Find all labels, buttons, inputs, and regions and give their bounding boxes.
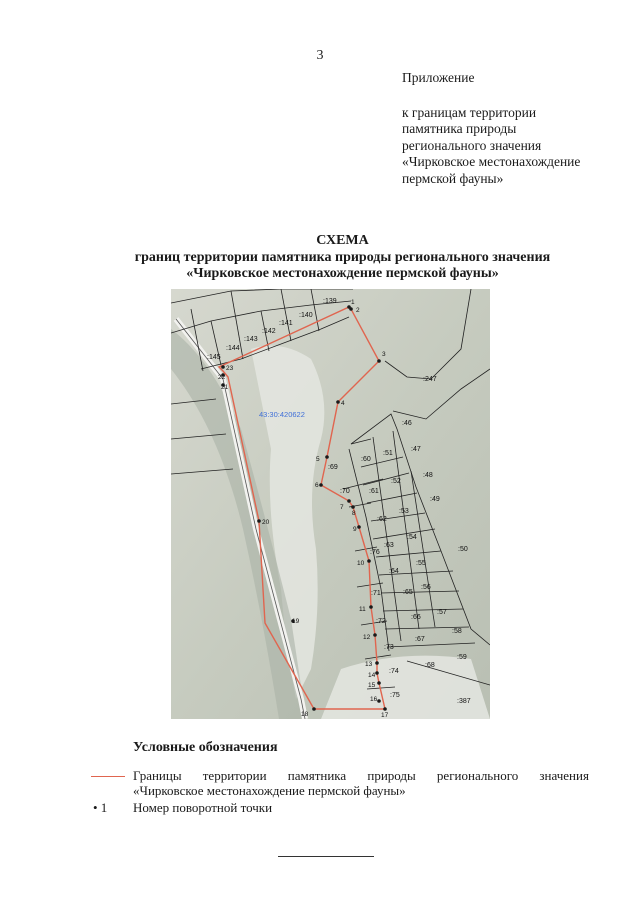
legend-word: памятника xyxy=(287,768,347,783)
scheme-title xyxy=(0,233,640,283)
parcel-label: :59 xyxy=(457,654,467,661)
point-number: 4 xyxy=(341,400,345,407)
point-number: 17 xyxy=(381,712,389,719)
turning-point xyxy=(357,525,361,529)
point-number: 22 xyxy=(218,374,226,381)
parcel-label: :74 xyxy=(389,668,399,675)
point-number: 11 xyxy=(359,606,366,613)
parcel-label: :140 xyxy=(299,312,313,319)
point-number: 21 xyxy=(221,384,229,391)
point-number: 2 xyxy=(356,307,360,314)
parcel-label: :145 xyxy=(207,354,221,361)
turning-point xyxy=(367,559,371,563)
title-line-1: СХЕМА xyxy=(316,233,369,248)
parcel-label: :76 xyxy=(370,549,380,556)
point-number: 23 xyxy=(226,365,234,372)
turning-point xyxy=(375,671,379,675)
parcel-label: :63 xyxy=(384,542,394,549)
parcel-label: :73 xyxy=(384,644,394,651)
parcel-label: :75 xyxy=(390,692,400,699)
point-number: 9 xyxy=(353,526,357,533)
point-number: 20 xyxy=(262,519,270,526)
parcel-label: :68 xyxy=(425,662,435,669)
footer-rule xyxy=(278,856,374,857)
page-number: 3 xyxy=(316,48,324,63)
parcel-label: :387 xyxy=(457,698,471,705)
point-number: 8 xyxy=(352,510,356,517)
parcel-label: :70 xyxy=(340,488,350,495)
parcel-label: :141 xyxy=(279,320,293,327)
turning-point xyxy=(377,699,381,703)
legend-boundary-description xyxy=(133,768,589,798)
turning-point xyxy=(347,499,351,503)
title-line-3: «Чирковское местонахождение пермской фауны» xyxy=(186,266,499,281)
point-number: 18 xyxy=(301,711,309,718)
parcel-label: :48 xyxy=(423,472,433,479)
parcel-label: :67 xyxy=(415,636,425,643)
appendix-block xyxy=(402,70,580,187)
parcel-label: :58 xyxy=(452,628,462,635)
parcel-label: :144 xyxy=(226,345,240,352)
scheme-map xyxy=(171,289,490,719)
point-number: 10 xyxy=(357,560,365,567)
turning-point xyxy=(377,681,381,685)
appendix-line: пермской фауны» xyxy=(402,170,504,186)
turning-point xyxy=(336,400,340,404)
point-number: 15 xyxy=(368,682,376,689)
appendix-line: памятника природы xyxy=(402,121,517,136)
legend-word: природы xyxy=(367,768,416,783)
legend-boundary-line xyxy=(91,776,125,777)
parcel-label: :53 xyxy=(399,508,409,515)
point-number: 6 xyxy=(315,482,319,489)
turning-point xyxy=(221,365,225,369)
cadastral-number: 43:30:420622 xyxy=(259,410,305,419)
parcel-label: :50 xyxy=(458,546,468,553)
legend-word: Границы xyxy=(133,768,182,783)
parcel-label: :139 xyxy=(323,298,337,305)
legend-word: регионального xyxy=(436,768,519,783)
point-number: 1 xyxy=(351,299,355,306)
parcel-label: :60 xyxy=(361,456,371,463)
map-svg xyxy=(171,289,490,719)
parcel-label: :55 xyxy=(416,560,426,567)
appendix-line: к границам территории xyxy=(402,104,537,120)
turning-point xyxy=(351,505,355,509)
parcel-label: :143 xyxy=(244,336,258,343)
parcel-label: :72 xyxy=(376,618,386,625)
point-number: 5 xyxy=(316,456,320,463)
legend-boundary-line2: «Чирковское местонахождение пермской фауны» xyxy=(133,783,406,798)
parcel-label: :71 xyxy=(371,590,381,597)
title-line-2: границ территории памятника природы регионального значения xyxy=(134,249,551,265)
parcel-label: :52 xyxy=(391,478,401,485)
legend-point-description: Номер поворотной точки xyxy=(133,800,273,815)
point-number: 13 xyxy=(365,661,373,668)
legend-title: Условные обозначения xyxy=(133,740,278,755)
point-number: 7 xyxy=(340,504,344,511)
parcel-label: :51 xyxy=(383,450,393,457)
appendix-line: регионального значения xyxy=(402,137,542,153)
parcel-label: :47 xyxy=(411,446,421,453)
turning-point xyxy=(377,359,381,363)
turning-point xyxy=(319,483,323,487)
parcel-label: :46 xyxy=(402,420,412,427)
turning-point xyxy=(373,633,377,637)
parcel-label: :61 xyxy=(369,488,379,495)
legend-point-marker: • 1 xyxy=(93,800,108,815)
turning-point xyxy=(349,307,353,311)
turning-point xyxy=(375,661,379,665)
parcel-label: :65 xyxy=(403,589,413,596)
point-number: 12 xyxy=(363,634,371,641)
turning-point xyxy=(369,605,373,609)
point-number: 19 xyxy=(292,618,300,625)
parcel-label: :247 xyxy=(423,376,437,383)
appendix-heading: Приложение xyxy=(402,70,475,85)
point-number: 3 xyxy=(382,351,386,358)
parcel-label: :69 xyxy=(328,464,338,471)
point-number: 16 xyxy=(370,696,378,703)
parcel-label: :142 xyxy=(262,328,276,335)
parcel-label: :57 xyxy=(437,609,447,616)
legend-word: территории xyxy=(202,768,267,783)
turning-point xyxy=(312,707,316,711)
parcel-label: :64 xyxy=(389,568,399,575)
parcel-label: :49 xyxy=(430,496,440,503)
turning-point xyxy=(383,707,387,711)
appendix-line: «Чирковское местонахождение xyxy=(402,154,581,169)
turning-point xyxy=(257,519,261,523)
legend-word: значения xyxy=(539,768,589,783)
parcel-label: :66 xyxy=(411,614,421,621)
parcel-label: :56 xyxy=(421,584,431,591)
parcel-label: :54 xyxy=(407,534,417,541)
turning-point xyxy=(325,455,329,459)
parcel-label: :62 xyxy=(377,516,387,523)
point-number: 14 xyxy=(368,672,376,679)
